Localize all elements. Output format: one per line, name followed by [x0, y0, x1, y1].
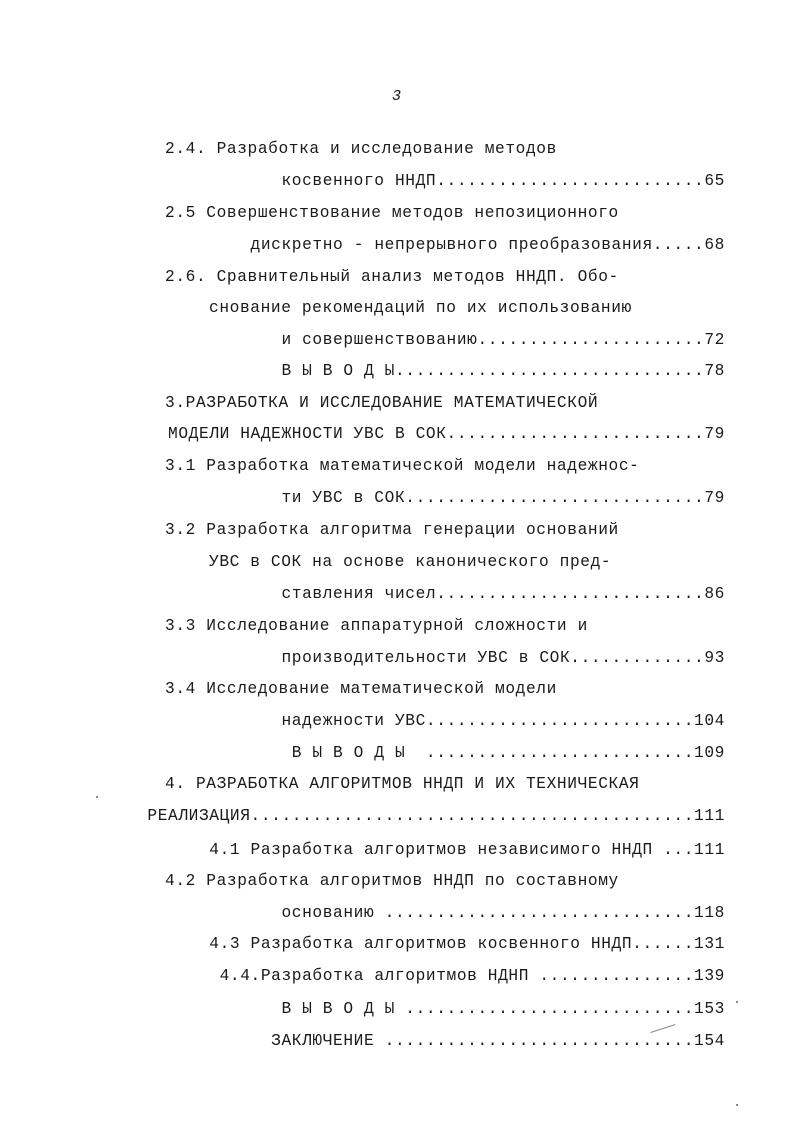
scan-speck — [736, 1104, 738, 1106]
scan-speck — [96, 796, 98, 798]
toc-line-4-2-title: 4.2 Разработка алгоритмов ННДП по составному — [165, 872, 619, 890]
toc-line-4-3-entry: 4.3 Разработка алгоритмов косвенного ННДП......131 — [209, 935, 725, 953]
toc-line-3-2-title: 3.2 Разработка алгоритма генерации оснований — [165, 521, 619, 539]
toc-line-final-conclusion: ЗАКЛЮЧЕНИЕ ..............................154 — [271, 1032, 725, 1050]
toc-line-conclusions-2: В Ы В О Д Ы..............................78 — [281, 362, 725, 380]
toc-line-conclusions-3: В Ы В О Д Ы ..........................109 — [291, 744, 725, 762]
toc-line-chapter-4-title: 4. РАЗРАБОТКА АЛГОРИТМОВ ННДП И ИХ ТЕХНИЧЕСКАЯ — [165, 775, 640, 793]
toc-line-2-4-entry: косвенного ННДП..........................65 — [281, 172, 725, 190]
toc-line-4-2-entry: основанию ..............................118 — [281, 904, 725, 922]
toc-line-2-6-entry: и совершенствованию......................72 — [281, 331, 725, 349]
toc-line-2-5-entry: дискретно - непрерывного преобразования.....68 — [250, 236, 725, 254]
toc-line-3-1-entry: ти УВС в СОК.............................79 — [281, 489, 725, 507]
toc-line-4-4-entry: 4.4.Разработка алгоритмов НДНП ...............139 — [219, 967, 725, 985]
toc-line-3-2-entry: ставления чисел..........................86 — [281, 585, 725, 603]
toc-line-2-6-title: 2.6. Сравнительный анализ методов ННДП. Обо- — [165, 268, 619, 286]
toc-line-3-2-cont: УВС в СОК на основе канонического пред- — [209, 553, 612, 571]
toc-line-4-1-entry: 4.1 Разработка алгоритмов независимого ННДП ...111 — [209, 841, 725, 859]
toc-line-3-3-title: 3.3 Исследование аппаратурной сложности и — [165, 617, 588, 635]
toc-line-chapter-3-title: 3.РАЗРАБОТКА И ИССЛЕДОВАНИЕ МАТЕМАТИЧЕСКОЙ — [165, 394, 599, 412]
toc-line-3-1-title: 3.1 Разработка математической модели надежнос- — [165, 457, 640, 475]
scan-speck — [736, 1001, 738, 1003]
toc-line-2-4-title: 2.4. Разработка и исследование методов — [165, 140, 557, 158]
toc-line-2-6-cont: снование рекомендаций по их использованию — [209, 299, 632, 317]
toc-line-3-4-entry: надежности УВС..........................104 — [281, 712, 725, 730]
toc-line-chapter-4-entry: РЕАЛИЗАЦИЯ...........................................111 — [147, 807, 725, 825]
toc-line-2-5-title: 2.5 Совершенствование методов непозиционного — [165, 204, 619, 222]
toc-line-conclusions-4: В Ы В О Д Ы ............................153 — [281, 1000, 725, 1018]
toc-line-chapter-3-entry: МОДЕЛИ НАДЕЖНОСТИ УВС В СОК.........................79 — [168, 425, 725, 443]
toc-line-3-3-entry: производительности УВС в СОК.............93 — [281, 649, 725, 667]
toc-line-3-4-title: 3.4 Исследование математической модели — [165, 680, 557, 698]
page-number: 3 — [391, 88, 401, 105]
